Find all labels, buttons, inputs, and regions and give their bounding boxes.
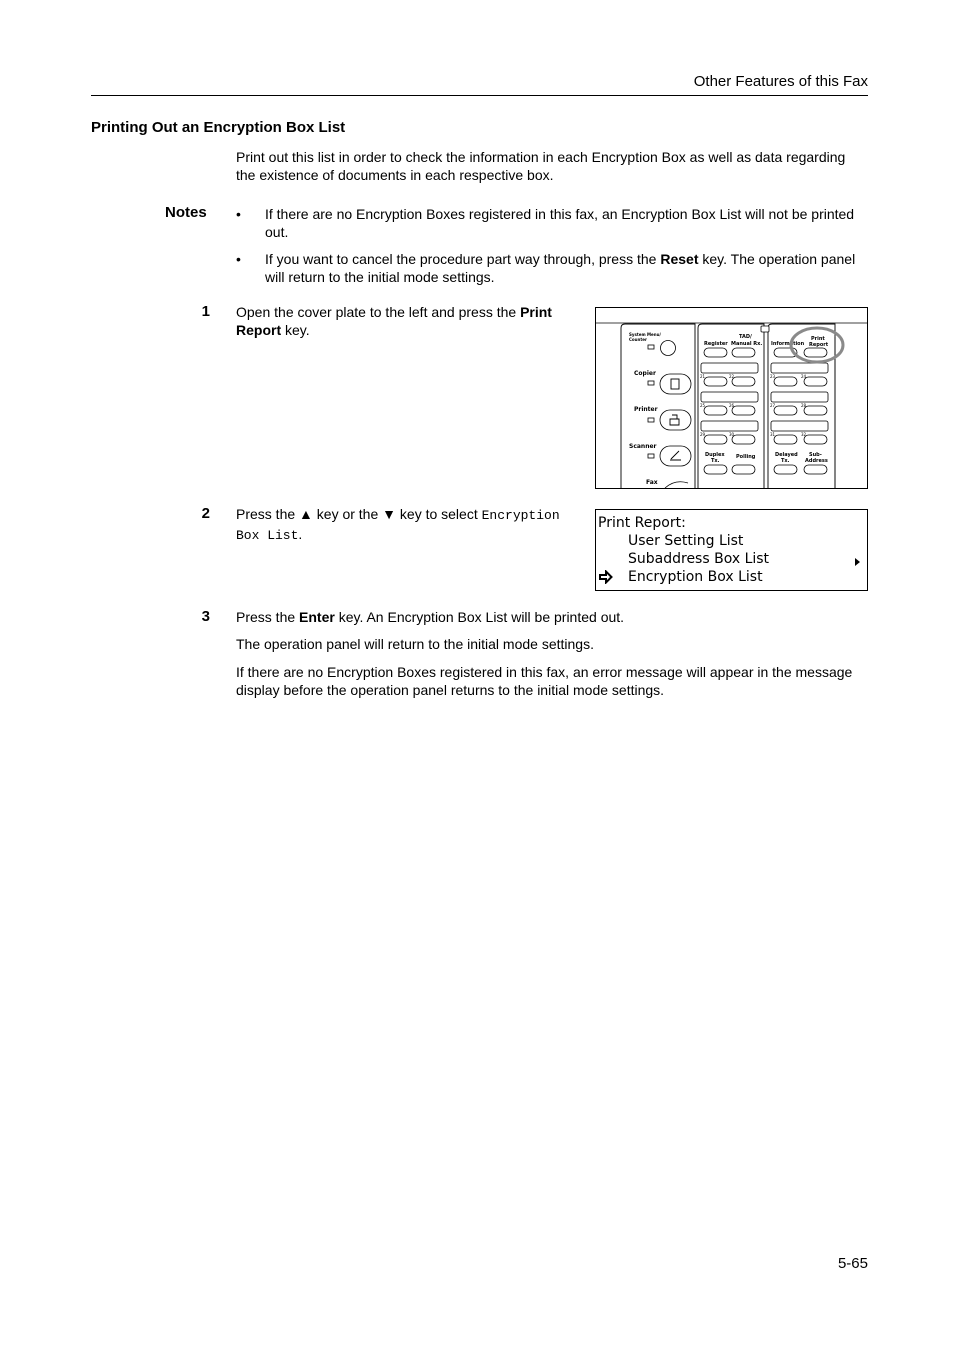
down-arrow-icon: ▼ bbox=[382, 506, 397, 522]
step-2-text: Press the ▲ key or the ▼ key to select Encryption Box List. bbox=[236, 506, 560, 543]
key-label: Sub- bbox=[809, 452, 822, 458]
scroll-right-triangle-icon bbox=[854, 557, 861, 567]
step-3-text: Press the Enter key. An Encryption Box List will be printed out. bbox=[236, 609, 625, 625]
speed-dial-number: 28 bbox=[801, 403, 807, 408]
key-label: Polling bbox=[736, 454, 756, 460]
mode-label: Copier bbox=[634, 370, 656, 377]
mode-label: Printer bbox=[634, 406, 658, 413]
key-label: Duplex bbox=[705, 452, 725, 458]
step-3-note: If there are no Encryption Boxes registered in this fax, an error message will appear in the message display before the operation panel returns to the initial mode settings. bbox=[236, 664, 853, 698]
speed-dial-number: 27 bbox=[770, 403, 776, 408]
display-item-selected: Encryption Box List bbox=[628, 569, 763, 585]
key-label: Register bbox=[704, 341, 728, 347]
page-number: 5-65 bbox=[837, 1255, 868, 1272]
intro-paragraph: Print out this list in order to check the information in each Encryption Box as well as data regarding the existence of documents in each respective box. bbox=[236, 149, 846, 183]
speed-dial-number: 30 bbox=[729, 432, 735, 437]
key-label: Tx. bbox=[781, 458, 790, 464]
key-label: Print bbox=[811, 336, 825, 342]
key-label: Tx. bbox=[711, 458, 720, 464]
speed-dial-number: 21 bbox=[700, 374, 706, 379]
mode-label: Counter bbox=[629, 337, 647, 342]
speed-dial-number: 23 bbox=[770, 374, 776, 379]
key-label: Address bbox=[805, 458, 828, 464]
selection-arrow-icon bbox=[599, 570, 613, 584]
note-1: If there are no Encryption Boxes registered in this fax, an Encryption Box List will not be printed out. bbox=[265, 206, 855, 240]
step-1-text: Open the cover plate to the left and press the Print Report key. bbox=[236, 304, 552, 338]
notes-label: Notes bbox=[165, 204, 207, 221]
display-item: Subaddress Box List bbox=[628, 551, 770, 567]
speed-dial-number: 32 bbox=[801, 432, 807, 437]
key-label: Information bbox=[771, 341, 805, 347]
speed-dial-number: 22 bbox=[729, 374, 735, 379]
up-arrow-icon: ▲ bbox=[299, 506, 313, 522]
step-number: 3 bbox=[201, 608, 210, 625]
mode-label: Scanner bbox=[629, 443, 657, 450]
mode-label: System Menu/ bbox=[629, 332, 661, 337]
mode-label: Fax bbox=[646, 479, 658, 486]
key-label: Report bbox=[809, 342, 829, 348]
step-3-note: The operation panel will return to the initial mode settings. bbox=[236, 636, 594, 652]
display-item: User Setting List bbox=[628, 533, 744, 549]
running-header: Other Features of this Fax bbox=[693, 73, 868, 90]
operation-panel-illustration bbox=[595, 307, 868, 489]
speed-dial-number: 25 bbox=[700, 403, 706, 408]
speed-dial-number: 31 bbox=[770, 432, 776, 437]
message-display bbox=[595, 509, 868, 591]
speed-dial-number: 26 bbox=[729, 403, 735, 408]
speed-dial-number: 29 bbox=[700, 432, 706, 437]
section-title: Printing Out an Encryption Box List bbox=[91, 119, 346, 136]
step-number: 2 bbox=[201, 505, 210, 522]
note-2: If you want to cancel the procedure part way through, press the Reset key. The operation panel will return to the initial mode settings. bbox=[265, 251, 856, 285]
speed-dial-number: 24 bbox=[801, 374, 807, 379]
key-label: Manual Rx. bbox=[731, 341, 763, 347]
note-bullet: • bbox=[236, 251, 241, 267]
key-label: TAD/ bbox=[739, 334, 752, 340]
key-label: Delayed bbox=[775, 452, 798, 458]
note-bullet: • bbox=[236, 206, 241, 222]
display-title: Print Report: bbox=[598, 515, 686, 531]
header-rule bbox=[91, 95, 868, 96]
step-number: 1 bbox=[201, 303, 210, 320]
